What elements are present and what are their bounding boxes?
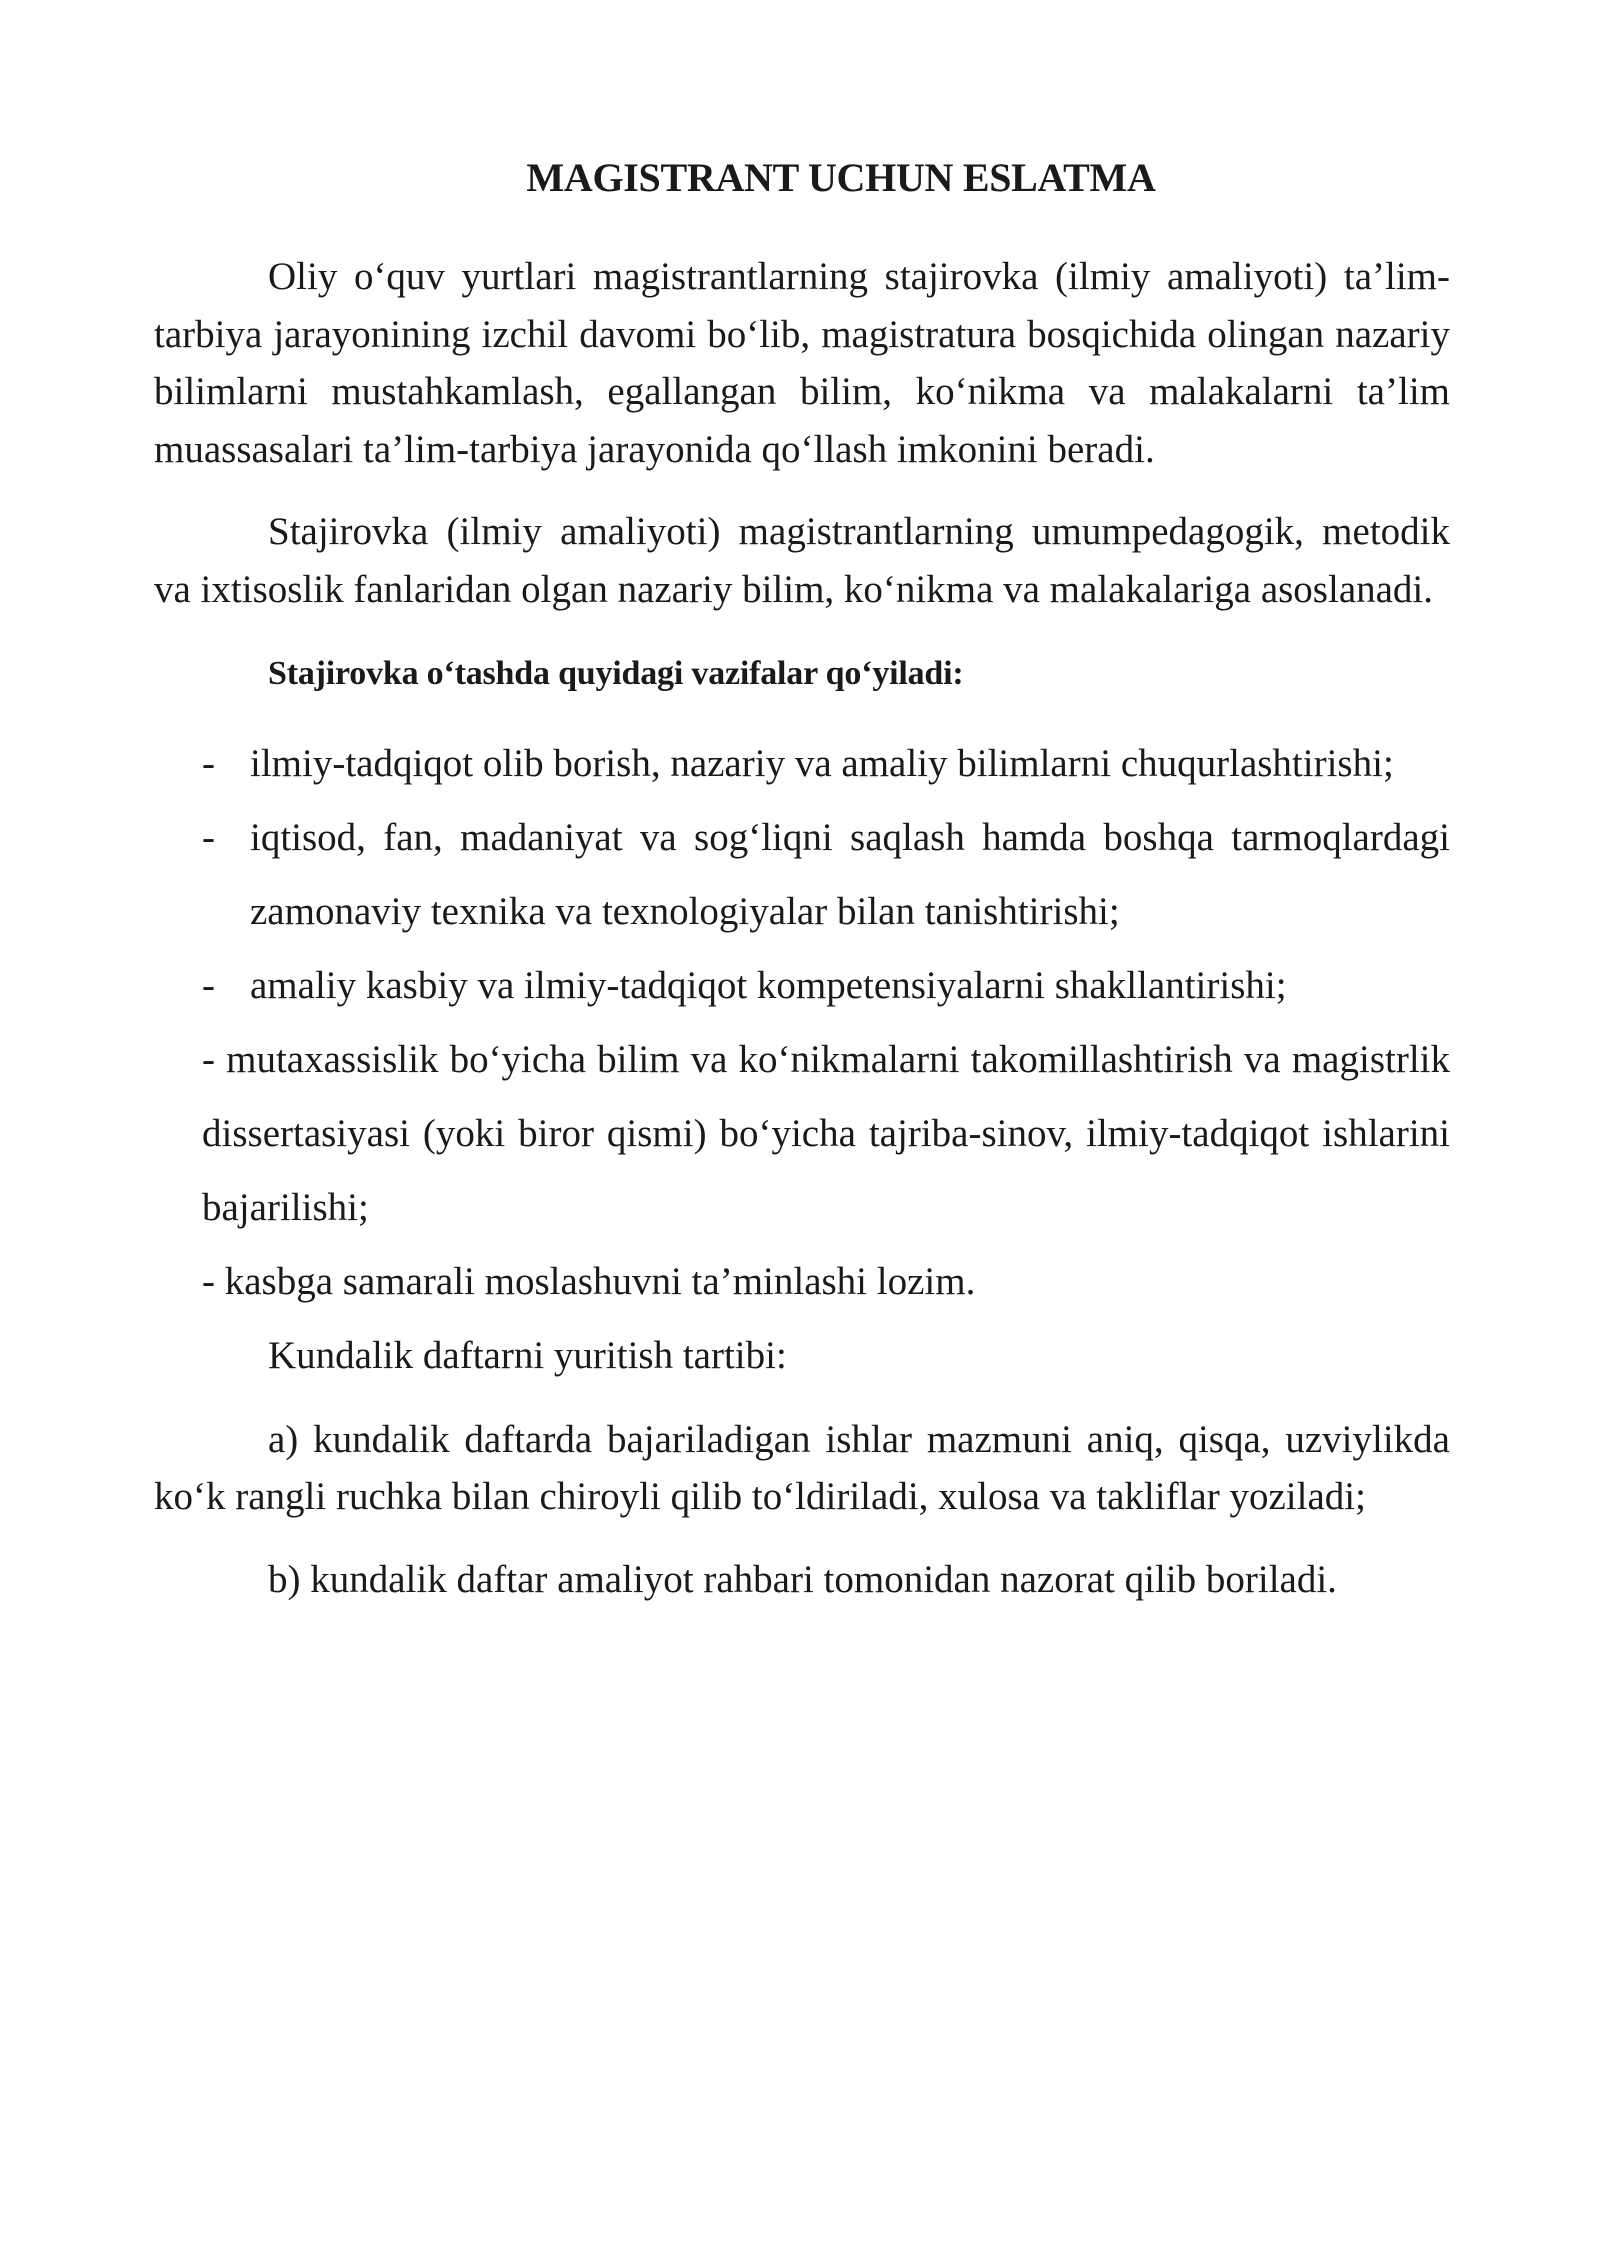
tasks-list [154, 727, 1450, 1319]
list-dash: - [202, 964, 215, 1007]
document-page [154, 150, 1450, 1608]
list-item [154, 949, 1450, 1023]
diary-rule-a: a) kundalik daftarda bajariladigan ishlar mazmuni aniq, qisqa, uzviylikda ko‘k rangli ruchka bilan chiroyli qilib to‘ldiriladi, xulosa va takliflar yoziladi; [154, 1417, 1450, 1518]
list-dash: - [202, 742, 215, 785]
list-item: - mutaxassislik bo‘yicha bilim va ko‘nikmalarni takomillashtirish va magistrlik dissertasiyasi (yoki biror qismi) bo‘yicha tajriba-sinov, ilmiy-tadqiqot ishlarini bajarilishi; [202, 1038, 1450, 1229]
list-dash: - [202, 816, 215, 859]
list-item [154, 801, 1450, 949]
list-item-text: amaliy kasbiy va ilmiy-tadqiqot kompetensiyalarni shakllantirishi; [250, 964, 1287, 1007]
basis-paragraph: Stajirovka (ilmiy amaliyoti) magistrantlarning umumpedagogik, metodik va ixtisoslik fanlaridan olgan nazariy bilim, ko‘nikma va malakalariga asoslanadi. [154, 510, 1450, 611]
list-item-text: iqtisod, fan, madaniyat va sog‘liqni saqlash hamda boshqa tarmoqlardagi zamonaviy texnika va texnologiyalar bilan tanishtirishi; [250, 816, 1450, 933]
list-item-text: ilmiy-tadqiqot olib borish, nazariy va amaliy bilimlarni chuqurlashtirishi; [250, 742, 1394, 785]
tasks-heading: Stajirovka o‘tashda quyidagi vazifalar qo‘yiladi: [268, 655, 964, 692]
diary-rule-b: b) kundalik daftar amaliyot rahbari tomonidan nazorat qilib boriladi. [268, 1557, 1337, 1601]
list-item: - kasbga samarali moslashuvni ta’minlashi lozim. [202, 1260, 976, 1303]
diary-heading: Kundalik daftarni yuritish tartibi: [268, 1334, 787, 1377]
document-title: MAGISTRANT UCHUN ESLATMA [526, 155, 1156, 200]
intro-paragraph: Oliy o‘quv yurtlari magistrantlarning stajirovka (ilmiy amaliyoti) ta’lim-tarbiya jarayonining izchil davomi bo‘lib, magistratura bosqichida olingan nazariy bilimlarni mustahkamlash, egallangan bilim, ko‘nikma va malakalarni ta’lim muassasalari ta’lim-tarbiya jarayonida qo‘llash imkonini beradi. [154, 255, 1450, 471]
list-item [154, 727, 1450, 801]
